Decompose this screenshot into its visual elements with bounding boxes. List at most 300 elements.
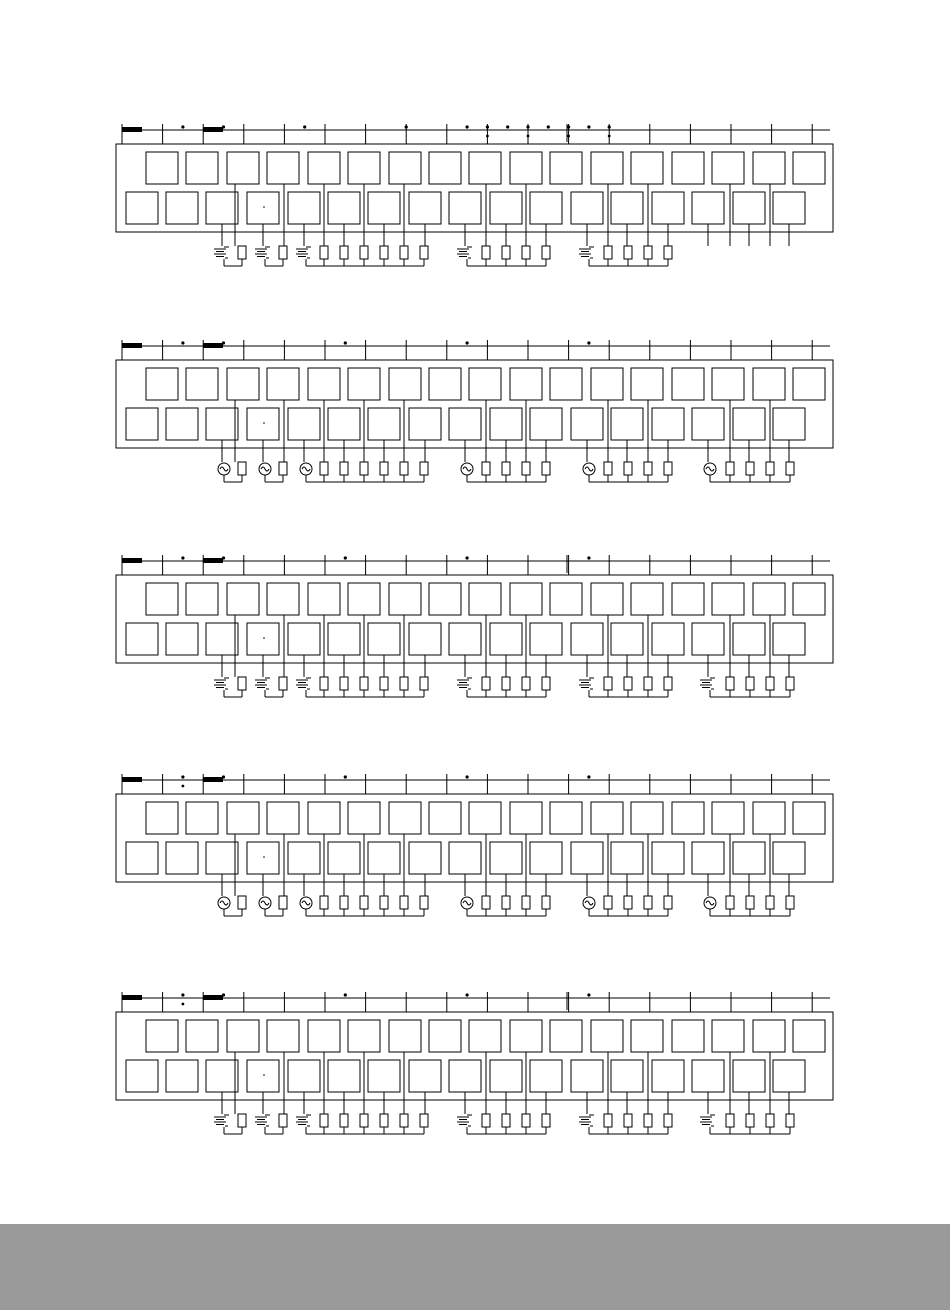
terminal <box>766 1114 774 1127</box>
bus-dot <box>181 556 184 559</box>
bus-dot <box>506 125 509 128</box>
terminal <box>604 677 612 690</box>
module-square <box>206 1060 238 1092</box>
module-square <box>510 152 542 184</box>
module-square <box>166 1060 198 1092</box>
module-square <box>389 802 421 834</box>
module-square <box>247 408 279 440</box>
terminal <box>400 1114 408 1127</box>
terminal <box>482 1114 490 1127</box>
module-square <box>186 802 218 834</box>
bus-dot <box>222 993 225 996</box>
module-frame <box>116 360 833 448</box>
terminal <box>279 896 287 909</box>
module-square <box>247 842 279 874</box>
module-square <box>469 1020 501 1052</box>
battery-icon <box>255 247 270 258</box>
bus-dot <box>344 775 347 778</box>
rail-marker <box>203 558 223 563</box>
rail-marker <box>203 995 223 1000</box>
ac-source-icon <box>300 463 312 475</box>
bus-dot <box>344 341 347 344</box>
module-square <box>328 623 360 655</box>
module-square <box>348 802 380 834</box>
module-square <box>530 408 562 440</box>
terminal <box>400 462 408 475</box>
footer-band <box>0 1224 950 1310</box>
terminal <box>502 677 510 690</box>
module-square <box>692 842 724 874</box>
module-square <box>490 192 522 224</box>
terminal <box>604 462 612 475</box>
terminal <box>726 677 734 690</box>
module-square <box>611 192 643 224</box>
terminal <box>522 246 530 259</box>
battery-icon <box>214 1115 229 1126</box>
module-square <box>652 623 684 655</box>
module-square <box>247 623 279 655</box>
module-square <box>368 842 400 874</box>
module-square <box>692 623 724 655</box>
terminal <box>522 896 530 909</box>
battery-icon <box>700 678 715 689</box>
module-square <box>712 583 744 615</box>
battery-icon <box>296 678 311 689</box>
terminal <box>279 462 287 475</box>
module-square <box>146 368 178 400</box>
bus-dot <box>181 993 184 996</box>
terminal <box>664 246 672 259</box>
terminal <box>766 896 774 909</box>
battery-icon <box>457 678 472 689</box>
module-square <box>712 1020 744 1052</box>
terminal <box>726 462 734 475</box>
module-square <box>288 192 320 224</box>
module-square <box>368 623 400 655</box>
terminal <box>542 896 550 909</box>
terminal <box>542 246 550 259</box>
module-square <box>469 583 501 615</box>
terminal <box>624 1114 632 1127</box>
module-square <box>328 192 360 224</box>
module-square <box>510 368 542 400</box>
terminal <box>766 462 774 475</box>
terminal <box>238 1114 246 1127</box>
module-square <box>712 802 744 834</box>
module-square <box>672 802 704 834</box>
block-3 <box>116 555 833 697</box>
module-square <box>753 1020 785 1052</box>
module-square <box>267 583 299 615</box>
terminal <box>746 896 754 909</box>
battery-icon <box>214 678 229 689</box>
bus-dot <box>587 775 590 778</box>
module-square <box>288 842 320 874</box>
module-frame <box>116 575 833 663</box>
module-square <box>166 842 198 874</box>
terminal <box>279 246 287 259</box>
terminal <box>522 1114 530 1127</box>
terminal <box>400 896 408 909</box>
terminal <box>664 677 672 690</box>
terminal <box>786 896 794 909</box>
module-square <box>672 368 704 400</box>
module-square <box>591 1020 623 1052</box>
module-square <box>490 842 522 874</box>
bus-dot <box>466 775 469 778</box>
rail-marker <box>122 995 142 1000</box>
terminal <box>482 677 490 690</box>
bus-dot <box>608 125 611 128</box>
module-square <box>126 408 158 440</box>
module-square <box>672 583 704 615</box>
module-square <box>631 368 663 400</box>
module-square <box>429 368 461 400</box>
ac-source-icon <box>461 897 473 909</box>
module-square <box>733 623 765 655</box>
bus-dot <box>587 993 590 996</box>
battery-icon <box>296 1115 311 1126</box>
terminal <box>786 462 794 475</box>
terminal <box>542 677 550 690</box>
terminal <box>502 896 510 909</box>
module-frame <box>116 1012 833 1100</box>
terminal <box>420 1114 428 1127</box>
module-square <box>429 152 461 184</box>
module-square <box>591 152 623 184</box>
bus-dot <box>547 125 550 128</box>
terminal <box>482 246 490 259</box>
terminal <box>380 246 388 259</box>
module-square <box>490 408 522 440</box>
terminal <box>746 1114 754 1127</box>
module-square <box>793 152 825 184</box>
terminal <box>624 246 632 259</box>
ac-source-icon <box>218 897 230 909</box>
bus-dot <box>486 125 489 128</box>
module-square <box>409 408 441 440</box>
ac-source-icon <box>259 463 271 475</box>
terminal <box>726 896 734 909</box>
module-square <box>389 368 421 400</box>
terminal <box>320 1114 328 1127</box>
module-square <box>227 802 259 834</box>
battery-icon <box>214 247 229 258</box>
module-square <box>449 408 481 440</box>
module-square <box>773 1060 805 1092</box>
block-1 <box>116 124 833 266</box>
ac-source-icon <box>461 463 473 475</box>
module-square <box>773 842 805 874</box>
module-square <box>652 1060 684 1092</box>
module-square <box>510 802 542 834</box>
block-5 <box>116 992 833 1134</box>
module-square <box>166 192 198 224</box>
module-square <box>126 1060 158 1092</box>
terminal <box>340 896 348 909</box>
terminal <box>420 462 428 475</box>
module-square <box>409 623 441 655</box>
module-square <box>652 842 684 874</box>
bus-dot <box>182 1003 185 1006</box>
module-square <box>267 152 299 184</box>
ac-source-icon <box>218 463 230 475</box>
terminal <box>726 1114 734 1127</box>
terminal <box>420 246 428 259</box>
module-square <box>429 802 461 834</box>
module-square <box>206 623 238 655</box>
module-square <box>227 583 259 615</box>
module-square <box>733 192 765 224</box>
module-square <box>490 1060 522 1092</box>
bus-dot <box>181 125 184 128</box>
module-square <box>753 802 785 834</box>
terminal <box>360 462 368 475</box>
module-square <box>267 368 299 400</box>
terminal <box>340 677 348 690</box>
module-square <box>227 368 259 400</box>
module-square <box>328 408 360 440</box>
terminal <box>624 896 632 909</box>
module-square <box>308 583 340 615</box>
terminal <box>238 896 246 909</box>
terminal <box>522 677 530 690</box>
terminal <box>420 896 428 909</box>
terminal <box>542 1114 550 1127</box>
terminal <box>746 677 754 690</box>
module-square <box>166 408 198 440</box>
center-dot <box>263 856 265 858</box>
module-square <box>328 1060 360 1092</box>
rail-marker <box>203 127 223 132</box>
terminal <box>502 1114 510 1127</box>
module-square <box>368 192 400 224</box>
module-square <box>793 368 825 400</box>
battery-icon <box>296 247 311 258</box>
battery-icon <box>255 678 270 689</box>
terminal <box>400 677 408 690</box>
bus-dot <box>587 556 590 559</box>
bus-dot <box>222 125 225 128</box>
module-square <box>328 842 360 874</box>
module-square <box>126 842 158 874</box>
bus-dot <box>405 125 408 128</box>
module-square <box>733 842 765 874</box>
bus-dot <box>181 341 184 344</box>
terminal <box>644 246 652 259</box>
terminal <box>766 677 774 690</box>
terminal <box>360 677 368 690</box>
bus-dot <box>466 125 469 128</box>
terminal <box>420 677 428 690</box>
module-square <box>530 842 562 874</box>
module-square <box>773 408 805 440</box>
terminal <box>279 677 287 690</box>
module-square <box>308 802 340 834</box>
module-square <box>591 368 623 400</box>
battery-icon <box>579 678 594 689</box>
terminal <box>644 1114 652 1127</box>
module-square <box>429 1020 461 1052</box>
bus-dot <box>344 556 347 559</box>
rail-marker <box>122 343 142 348</box>
module-square <box>206 842 238 874</box>
module-square <box>308 1020 340 1052</box>
terminal <box>320 896 328 909</box>
module-square <box>267 1020 299 1052</box>
module-frame <box>116 144 833 232</box>
bus-dot <box>344 993 347 996</box>
ac-source-icon <box>704 463 716 475</box>
module-square <box>469 152 501 184</box>
module-square <box>348 1020 380 1052</box>
module-square <box>449 842 481 874</box>
battery-icon <box>255 1115 270 1126</box>
terminal <box>340 462 348 475</box>
terminal <box>502 462 510 475</box>
terminal <box>482 462 490 475</box>
bus-dot <box>587 341 590 344</box>
terminal <box>380 677 388 690</box>
module-square <box>186 152 218 184</box>
ac-source-icon <box>300 897 312 909</box>
module-square <box>227 1020 259 1052</box>
module-square <box>389 152 421 184</box>
module-square <box>368 1060 400 1092</box>
battery-icon <box>700 1115 715 1126</box>
module-square <box>146 583 178 615</box>
module-square <box>611 408 643 440</box>
module-square <box>571 623 603 655</box>
module-square <box>146 802 178 834</box>
module-square <box>550 583 582 615</box>
module-square <box>186 368 218 400</box>
module-square <box>550 368 582 400</box>
terminal <box>238 677 246 690</box>
terminal <box>604 246 612 259</box>
terminal <box>644 677 652 690</box>
module-square <box>409 842 441 874</box>
module-square <box>571 842 603 874</box>
terminal <box>604 896 612 909</box>
terminal <box>320 246 328 259</box>
bus-dot <box>466 556 469 559</box>
module-square <box>469 802 501 834</box>
module-square <box>631 152 663 184</box>
ac-source-icon <box>583 897 595 909</box>
module-square <box>571 192 603 224</box>
module-square <box>409 192 441 224</box>
module-square <box>753 152 785 184</box>
module-square <box>389 1020 421 1052</box>
terminal <box>380 896 388 909</box>
module-square <box>793 583 825 615</box>
terminal <box>664 1114 672 1127</box>
module-square <box>449 1060 481 1092</box>
module-square <box>348 583 380 615</box>
module-square <box>652 192 684 224</box>
terminal <box>238 246 246 259</box>
module-square <box>530 1060 562 1092</box>
module-square <box>206 408 238 440</box>
module-square <box>611 1060 643 1092</box>
module-square <box>672 152 704 184</box>
module-frame <box>116 794 833 882</box>
terminal <box>542 462 550 475</box>
module-square <box>510 1020 542 1052</box>
module-square <box>773 192 805 224</box>
module-square <box>530 623 562 655</box>
terminal <box>360 246 368 259</box>
bus-dot <box>303 125 306 128</box>
terminal <box>360 1114 368 1127</box>
module-square <box>712 152 744 184</box>
rail-marker <box>122 127 142 132</box>
module-square <box>126 623 158 655</box>
terminal <box>522 462 530 475</box>
rail-marker <box>203 777 223 782</box>
module-square <box>247 192 279 224</box>
module-square <box>550 802 582 834</box>
module-square <box>591 802 623 834</box>
terminal <box>279 1114 287 1127</box>
terminal <box>380 1114 388 1127</box>
battery-icon <box>579 1115 594 1126</box>
terminal <box>340 1114 348 1127</box>
module-square <box>308 152 340 184</box>
terminal <box>340 246 348 259</box>
block-2 <box>116 340 833 482</box>
module-square <box>631 802 663 834</box>
module-square <box>146 1020 178 1052</box>
bus-dot <box>222 556 225 559</box>
module-square <box>308 368 340 400</box>
module-square <box>288 408 320 440</box>
rail-marker <box>203 343 223 348</box>
module-square <box>166 623 198 655</box>
module-square <box>368 408 400 440</box>
module-square <box>186 1020 218 1052</box>
module-square <box>490 623 522 655</box>
bus-dot <box>526 125 529 128</box>
terminal <box>320 677 328 690</box>
module-square <box>733 1060 765 1092</box>
terminal <box>624 462 632 475</box>
terminal <box>380 462 388 475</box>
module-square <box>247 1060 279 1092</box>
module-square <box>186 583 218 615</box>
module-square <box>449 623 481 655</box>
terminal <box>664 462 672 475</box>
bus-dot <box>466 341 469 344</box>
module-square <box>753 583 785 615</box>
terminal <box>624 677 632 690</box>
terminal <box>238 462 246 475</box>
module-square <box>469 368 501 400</box>
module-square <box>530 192 562 224</box>
module-square <box>611 623 643 655</box>
ac-source-icon <box>704 897 716 909</box>
module-square <box>733 408 765 440</box>
terminal <box>482 896 490 909</box>
bus-dot <box>587 125 590 128</box>
ac-source-icon <box>583 463 595 475</box>
terminal <box>644 896 652 909</box>
center-dot <box>263 1074 265 1076</box>
terminal <box>786 1114 794 1127</box>
module-square <box>550 1020 582 1052</box>
module-square <box>510 583 542 615</box>
